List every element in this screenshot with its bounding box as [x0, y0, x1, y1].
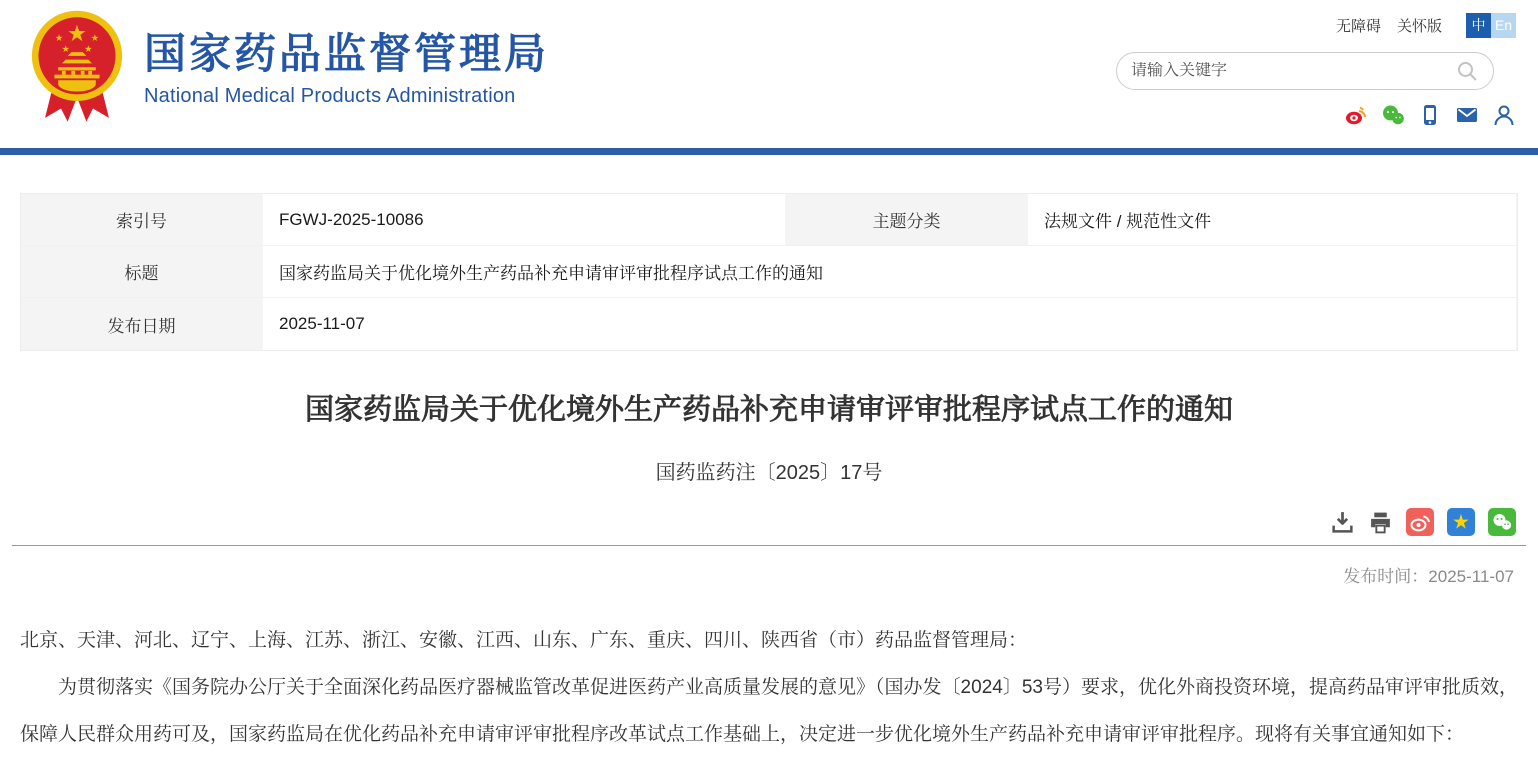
user-icon[interactable]: [1492, 103, 1516, 127]
doc-category-value: 法规文件 / 规范性文件: [1028, 194, 1517, 246]
download-icon[interactable]: [1330, 510, 1355, 535]
site-header: [0, 0, 1538, 148]
doc-index-label: 索引号: [21, 194, 263, 246]
accessibility-link[interactable]: 无障碍: [1335, 17, 1381, 35]
search-box[interactable]: [1116, 52, 1494, 90]
doc-category-label: 主题分类: [786, 194, 1028, 246]
lang-zh-button[interactable]: 中: [1466, 13, 1491, 38]
publish-time-value: 2025-11-07: [1428, 567, 1514, 586]
paragraph-body: 为贯彻落实《国务院办公厅关于全面深化药品医疗器械监管改革促进医药产业高质量发展的意见》（国办发〔2024〕53号）要求，优化外商投资环境，提高药品审评审批质效，保障人民群众用药可及，国家药监局在优化药品补充申请审评审批程序改革试点工作基础上，决定进一步优化境外生产药品补充申请审评审批程序。现将有关事宜通知如下：: [20, 677, 1518, 745]
weibo-share-icon[interactable]: [1406, 508, 1434, 536]
weibo-icon[interactable]: [1344, 103, 1368, 127]
svg-text:★: ★: [54, 32, 64, 44]
doc-title-value: 国家药监局关于优化境外生产药品补充申请审评审批程序试点工作的通知: [263, 246, 1517, 298]
svg-text:★: ★: [90, 32, 100, 44]
wechat-share-icon[interactable]: [1488, 508, 1516, 536]
doc-title-label: 标题: [21, 246, 263, 298]
search-input[interactable]: [1131, 62, 1455, 80]
article-body: [20, 617, 1518, 758]
publish-divider: [12, 545, 1526, 546]
care-version-link[interactable]: 关怀版: [1396, 17, 1442, 35]
publish-time-label: 发布时间：: [1343, 567, 1429, 586]
doc-number: 国药监药注〔2025〕17号: [655, 462, 883, 484]
top-links: [1116, 12, 1516, 38]
article-tools: [0, 507, 1516, 537]
wechat-icon[interactable]: [1381, 103, 1405, 127]
header-divider-bar: [0, 148, 1538, 155]
svg-text:★: ★: [66, 20, 88, 47]
mail-icon[interactable]: [1455, 103, 1479, 127]
paragraph-recipients: 北京、天津、河北、辽宁、上海、江苏、浙江、安徽、江西、山东、广东、重庆、四川、陕西省（市）药品监督管理局：: [20, 630, 1028, 651]
publish-time: [0, 562, 1514, 587]
doc-date-label: 发布日期: [21, 298, 263, 350]
doc-info-table: [20, 193, 1518, 351]
header-social-icons: [1116, 103, 1516, 127]
print-icon[interactable]: [1368, 510, 1393, 535]
mobile-icon[interactable]: [1418, 103, 1442, 127]
site-name: 国家药品监督管理局: [144, 30, 550, 78]
page-title: 国家药监局关于优化境外生产药品补充申请审评审批程序试点工作的通知: [304, 394, 1233, 426]
svg-text:★: ★: [84, 44, 93, 56]
qzone-share-icon[interactable]: [1447, 508, 1475, 536]
site-logo[interactable]: [30, 8, 549, 130]
search-icon[interactable]: [1455, 59, 1479, 83]
doc-date-value: 2025-11-07: [263, 298, 1517, 350]
svg-text:★: ★: [1452, 509, 1470, 534]
lang-en-button[interactable]: En: [1491, 13, 1516, 38]
svg-text:★: ★: [61, 44, 70, 56]
site-name-en: National Medical Products Administration: [144, 84, 516, 107]
doc-index-value: FGWJ-2025-10086: [263, 194, 786, 246]
national-emblem-icon: [30, 8, 124, 130]
